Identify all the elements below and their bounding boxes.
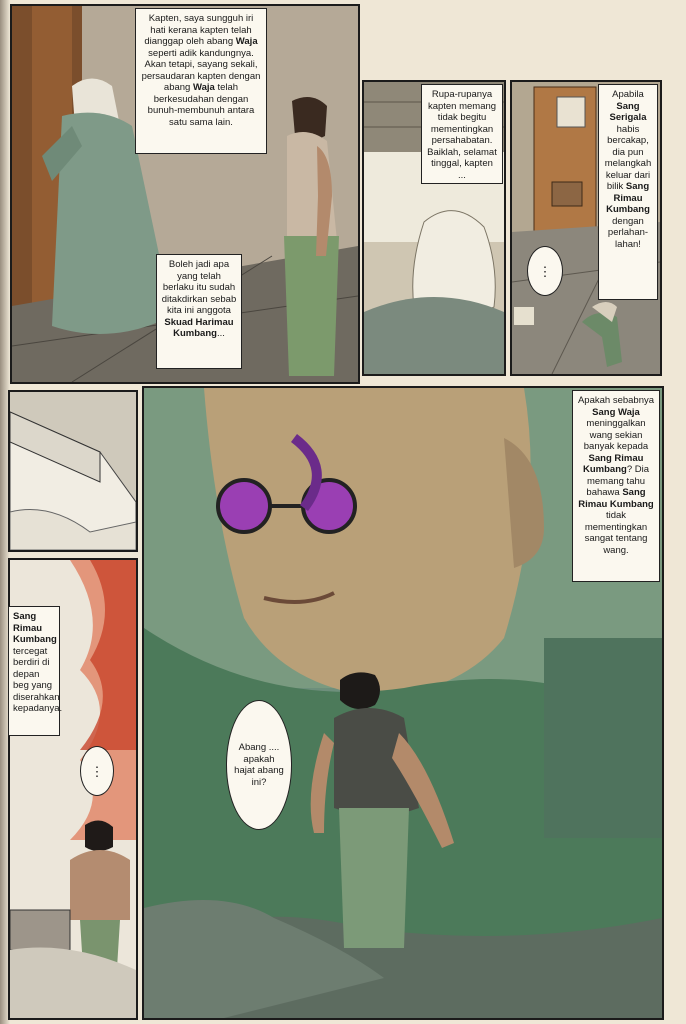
caption-panel1-bottom: Boleh jadi apa yang telah berlaku itu sudah ditakdirkan sebab kita ini anggota Skuad Harimau Kumbang... [156, 254, 242, 369]
bed-corner-art [10, 392, 136, 550]
panel-bed-corner [8, 390, 138, 552]
caption-panel2: Rupa-rupanya kapten memang tidak begitu mementingkan persahabatan. Baiklah, selamat tinggal, kapten ... [421, 84, 503, 184]
caption-big-panel: Apakah sebabnya Sang Waja meninggalkan wang sekian banyak kepada Sang Rimau Kumbang? Dia memang tahu bahawa Sang Rimau Kumbang tidak mementingkan sangat tentang wang. [572, 390, 660, 582]
caption-panel3: Apabila Sang Serigala habis bercakap, dia pun melangkah keluar dari bilik Sang Rimau Kumbang dengan perlahan-lahan! [598, 84, 658, 300]
speech-bubble-ellipsis-panel3: ⋮ [527, 246, 563, 296]
speech-bubble-abang: Abang .... apakah hajat abang ini? [226, 700, 292, 830]
caption-panel1-top: Kapten, saya sungguh iri hati kerana kapten telah dianggap oleh abang Waja seperti adik kandungnya. Akan tetapi, sayang sekali, persaudaran kapten dengan abang Waja telah berkesudahan dengan bunuh-membunuh antara satu sama lain. [135, 8, 267, 154]
caption-left: Sang Rimau Kumbang tercegat berdiri di depan beg yang diserahkan kepadanya. [8, 606, 60, 736]
speech-bubble-ellipsis-left: ⋮ [80, 746, 114, 796]
